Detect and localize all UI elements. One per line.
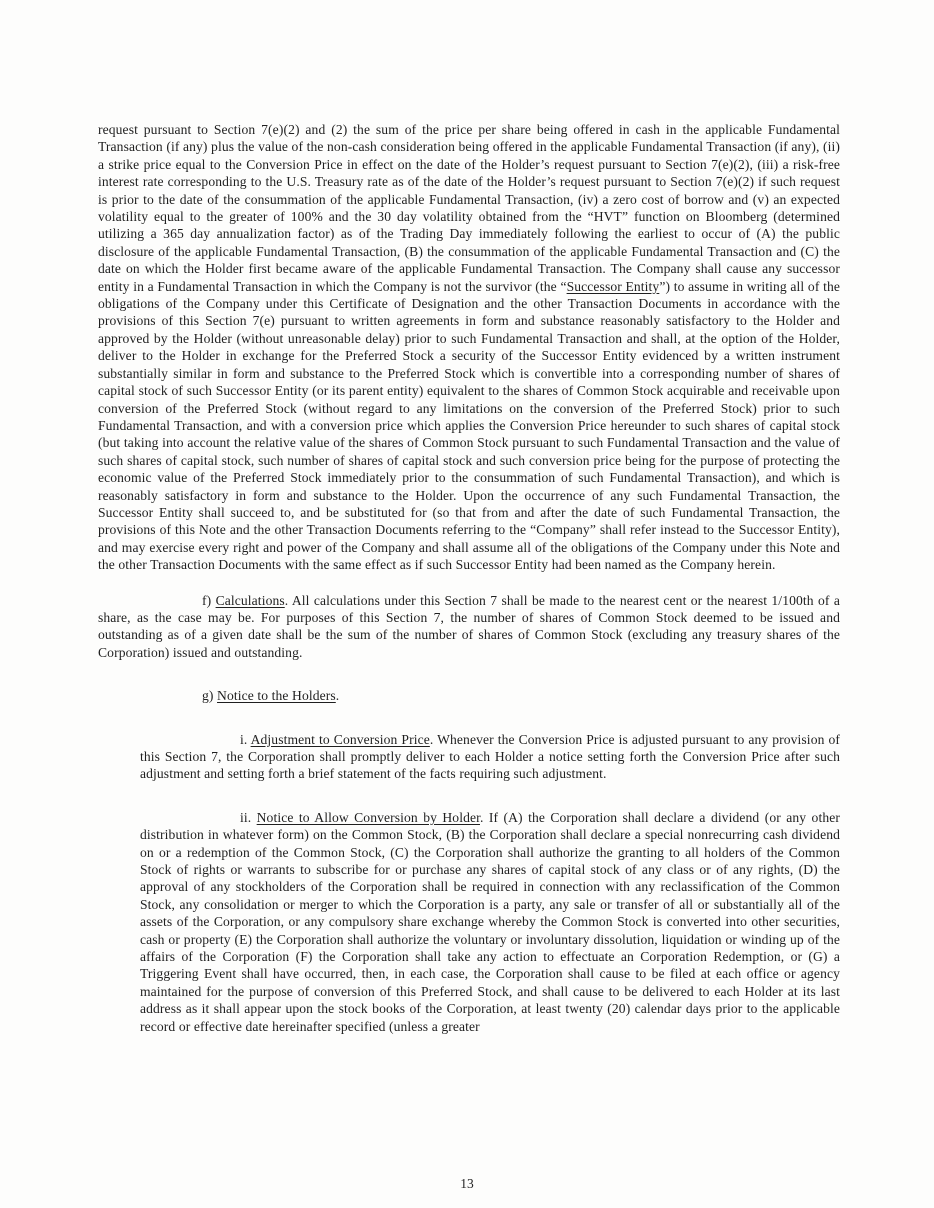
paragraph-text: . If (A) the Corporation shall declare a dividend (or any other distribution in whatever form) on the Common Stock, (B) the Corporation shall declare a special nonrecurring cash dividend on or a redemption of the Common Stock, (C) the Corporation shall authorize the granting to all holders of the Common Stock of rights or warrants to subscribe for or purchase any shares of capital stock of any class or of any rights, (D) the approval of any stockholders of the Corporation shall be required in connection with any reclassification of the Common Stock, any consolidation or merger to which the Corporation is a party, any sale or transfer of all or substantially all of the assets of the Corporation, or any compulsory share exchange whereby the Common Stock is converted into other securities, cash or property (E) the Corporation shall authorize the voluntary or involuntary dissolution, liquidation or winding up of the affairs of the Corporation (F) the Corporation shall take any action to effectuate an Corporation Redemption, or (G) a Triggering Event shall have occurred, then, in each case, the Corporation shall cause to be filed at each office or agency maintained for the purpose of conversion of this Preferred Stock, and shall cause to be delivered to each Holder at its last address as it shall appear upon the stock books of the Corporation, at least twenty (20) calendar days prior to the applicable record or effective date hereinafter specified (unless a greater bbox=[140, 809, 840, 1034]
clause-label: f) bbox=[202, 592, 216, 608]
paragraph-f-calculations bbox=[98, 592, 840, 662]
clause-heading-notice-to-allow-conversion: Notice to Allow Conversion by Holder bbox=[256, 809, 480, 825]
clause-label: ii. bbox=[240, 809, 257, 825]
document-text-block bbox=[98, 121, 840, 1035]
paragraph-text: . bbox=[335, 688, 340, 704]
paragraph-g-notice-to-holders bbox=[98, 687, 840, 704]
clause-label: g) bbox=[202, 688, 218, 704]
paragraph-text: . Whenever the Conversion Price is adjusted pursuant to any provision of this Section 7, the Corporation shall promptly deliver to each Holder a notice setting forth the Conversion Price after such adjustment and setting forth a brief statement of the facts requiring such adjustment. bbox=[140, 731, 840, 782]
page-number: 13 bbox=[460, 1176, 474, 1191]
paragraph-i-adjustment-to-conversion-price bbox=[140, 731, 840, 783]
defined-term-successor-entity: Successor Entity bbox=[566, 278, 660, 294]
paragraph-text: . All calculations under this Section 7 shall be made to the nearest cent or the nearest 1/100th of a share, as the case may be. For purposes of this Section 7, the number of shares of Common Stock deemed to be issued and outstanding as of a given date shall be the sum of the number of shares of Common Stock (excluding any treasury shares of the Corporation) issued and outstanding. bbox=[98, 592, 840, 660]
clause-heading-calculations: Calculations bbox=[215, 592, 285, 608]
clause-heading-adjustment-to-conversion-price: Adjustment to Conversion Price bbox=[250, 731, 430, 747]
paragraph-text: request pursuant to Section 7(e)(2) and (2) the sum of the price per share being offered in cash in the applicable Fundamental Transaction (if any) plus the value of the non-cash consideration being offered in the applicable Fundamental Transaction (if any), (ii) a strike price equal to the Conversion Price in effect on the date of the Holder’s request pursuant to Section 7(e)(2), (iii) a risk-free interest rate corresponding to the U.S. Treasury rate as of the date of the Holder’s request pursuant to Section 7(e)(2) if such request is prior to the date of the consummation of the applicable Fundamental Transaction, (iv) a zero cost of borrow and (v) an expected volatility equal to the greater of 100% and the 30 day volatility obtained from the “HVT” function on Bloomberg (determined utilizing a 365 day annualization factor) as of the Trading Day immediately following the earliest to occur of (A) the public disclosure of the applicable Fundamental Transaction, (B) the consummation of the applicable Fundamental Transaction and (C) the date on which the Holder first became aware of the applicable Fundamental Transaction. The Company shall cause any successor entity in a Fundamental Transaction in which the Company is not the survivor (the “ bbox=[98, 122, 840, 294]
clause-label: i. bbox=[240, 731, 251, 747]
paragraph-ii-notice-to-allow-conversion bbox=[140, 809, 840, 1035]
paragraph-continuation-section-7e bbox=[98, 121, 840, 574]
clause-heading-notice-to-holders: Notice to the Holders bbox=[217, 688, 336, 704]
paragraph-text: ”) to assume in writing all of the obligations of the Company under this Certificate of Designation and the other Transaction Documents in accordance with the provisions of this Section 7(e) pursuant to written agreements in form and substance reasonably satisfactory to the Holder and approved by the Holder (without unreasonable delay) prior to such Fundamental Transaction and shall, at the option of the Holder, deliver to the Holder in exchange for the Preferred Stock a security of the Successor Entity evidenced by a written instrument substantially similar in form and substance to the Preferred Stock which is convertible into a corresponding number of shares of capital stock of such Successor Entity (or its parent entity) equivalent to the shares of Common Stock acquirable and receivable upon conversion of the Preferred Stock (without regard to any limitations on the conversion of the Preferred Stock) prior to such Fundamental Transaction, and with a conversion price which applies the Conversion Price hereunder to such shares of capital stock (but taking into account the relative value of the shares of Common Stock pursuant to such Fundamental Transaction and the value of such shares of capital stock, such number of shares of capital stock and such conversion price being for the purpose of protecting the economic value of the Preferred Stock immediately prior to the consummation of such Fundamental Transaction), and which is reasonably satisfactory in form and substance to the Holder. Upon the occurrence of any such Fundamental Transaction, the Successor Entity shall succeed to, and be substituted for (so that from and after the date of such Fundamental Transaction, the provisions of this Note and the other Transaction Documents referring to the “Company” shall refer instead to the Successor Entity), and may exercise every right and power of the Company and shall assume all of the obligations of the Company under this Note and the other Transaction Documents with the same effect as if such Successor Entity had been named as the Company herein. bbox=[98, 278, 840, 573]
